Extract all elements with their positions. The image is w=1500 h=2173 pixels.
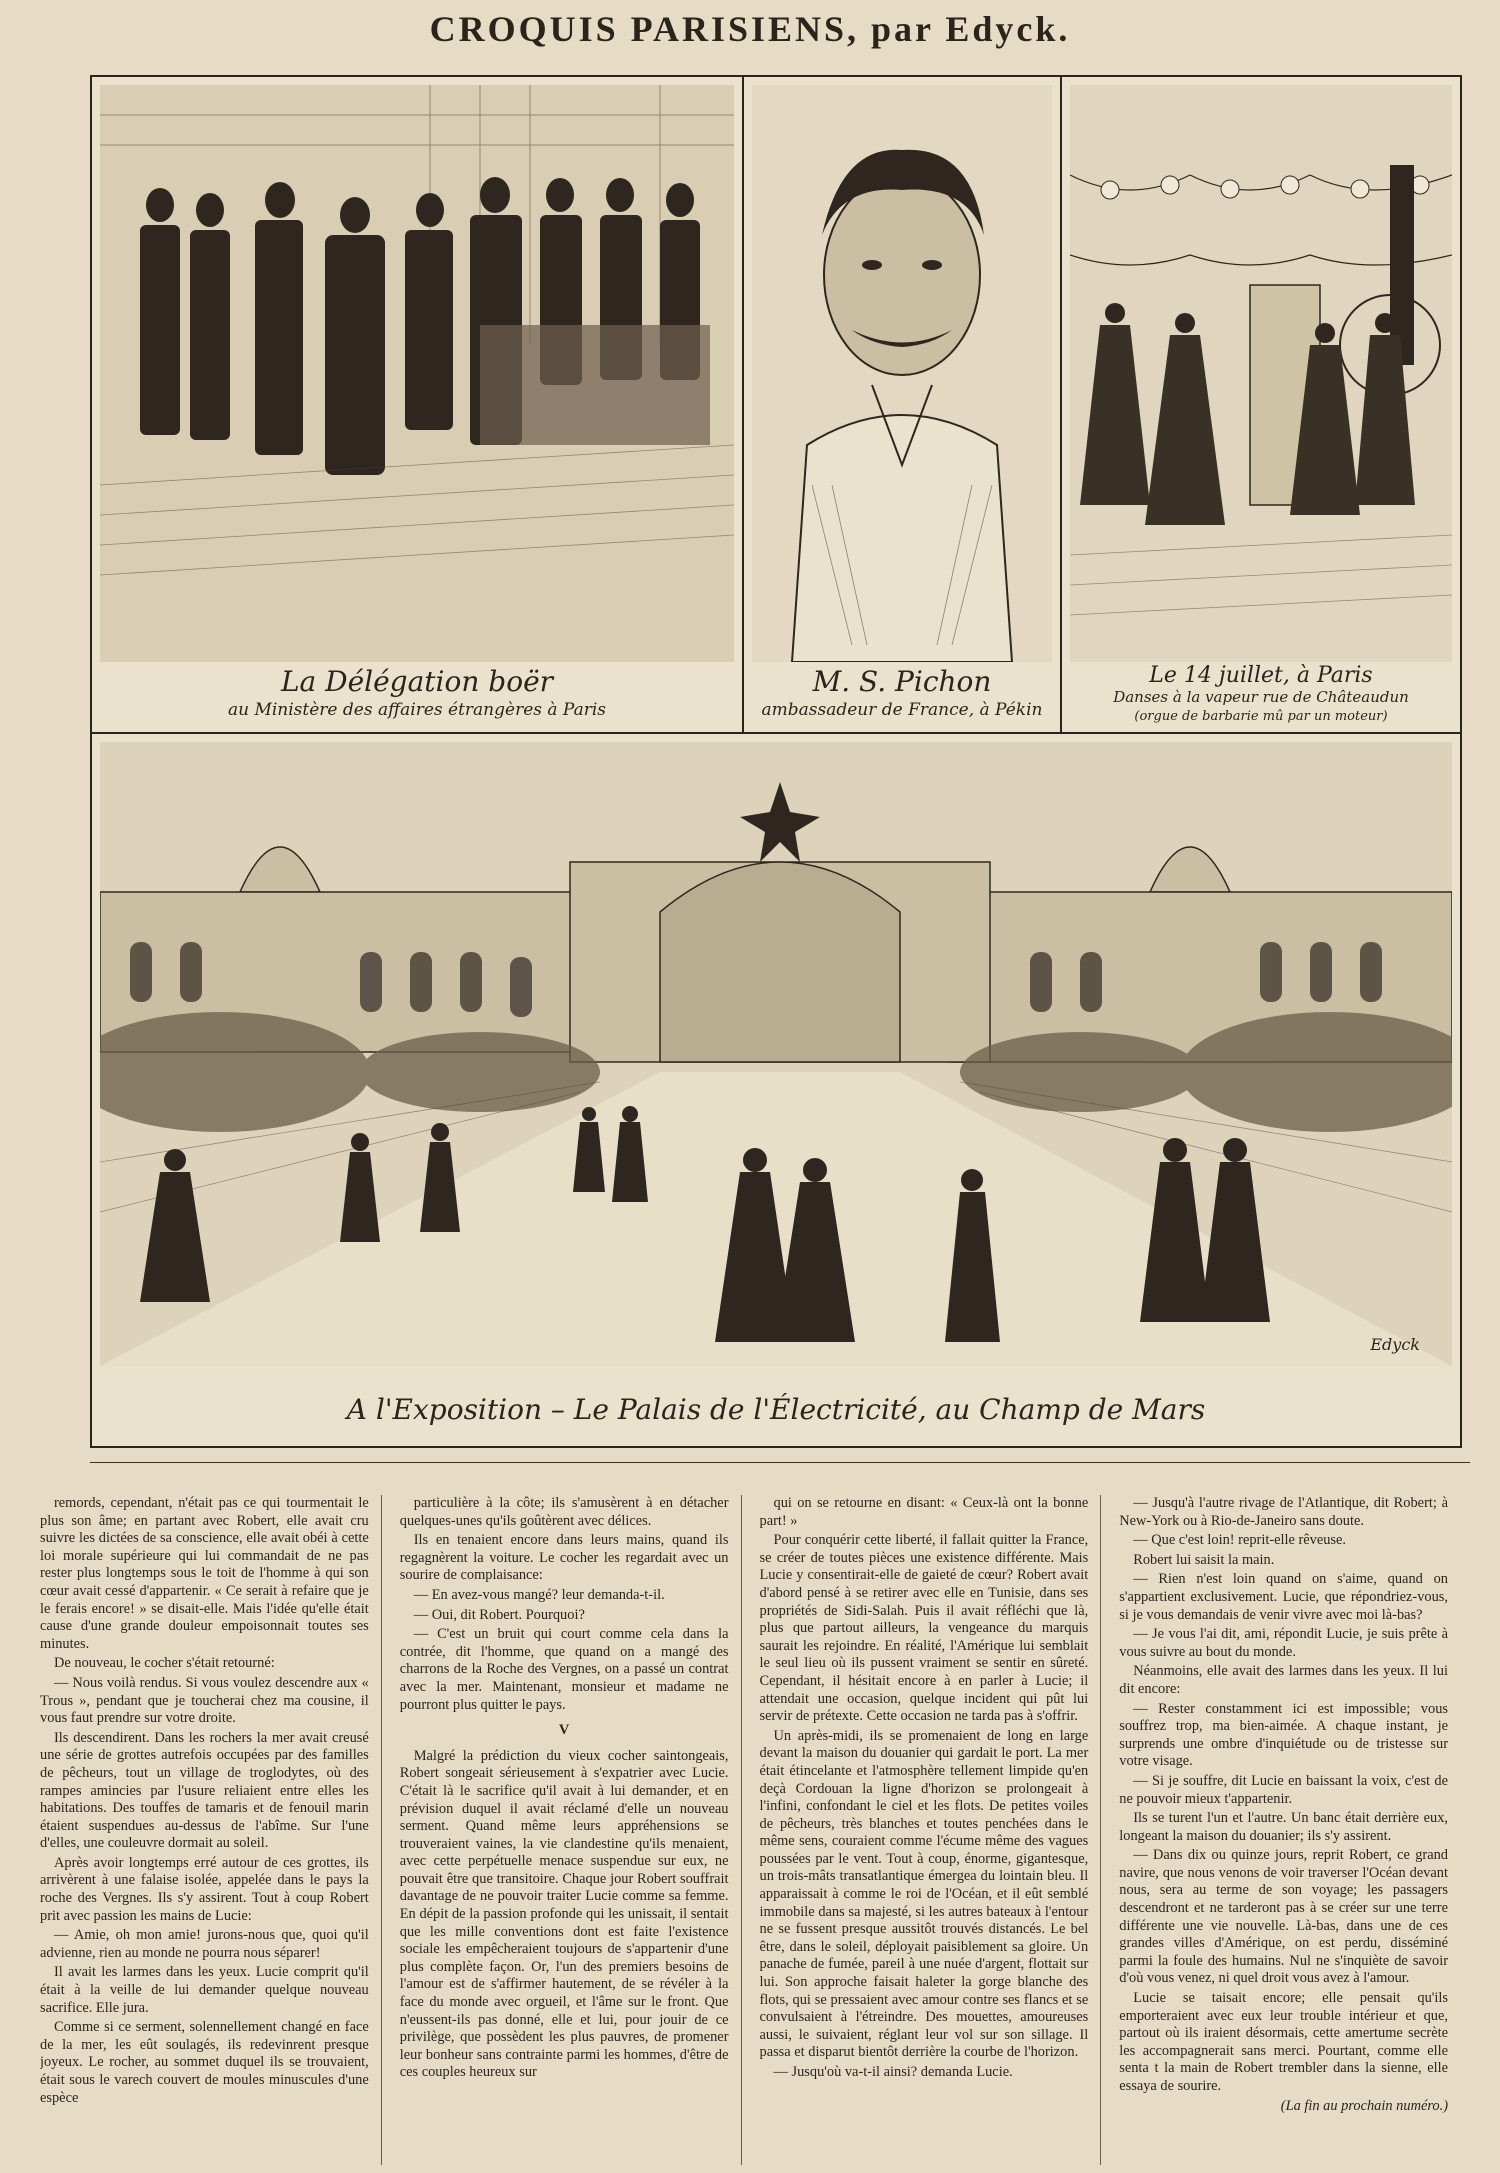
panel-caption-title: Le 14 juillet, à Paris	[1149, 663, 1373, 688]
page-title: CROQUIS PARISIENS, par Edyck.	[429, 9, 1071, 49]
paragraph: remords, cependant, n'était pas ce qui tourmentait le plus son âme; en partant avec Robert, elle avait cru suivre les dictées de sa conscience, elle avait obéi à cette loi morale supérieure qui lui commandait de ne pas rester plus longtemps sous le toit de l'homme à qui son cœur avait cessé d'appartenir. « Ce serait à refaire que je le ferais encore! » se disait-elle. Mais l'idée qu'elle était cause d'une grande douleur empoisonnait toutes ses minutes.	[40, 1495, 369, 1652]
engraving-boer-delegation	[100, 85, 734, 662]
engraving-pichon-portrait	[752, 85, 1052, 662]
paragraph: particulière à la côte; ils s'amusèrent à en détacher quelques-unes qu'ils goûtèrent avec délices.	[399, 1495, 729, 1529]
paragraph: Ils se turent l'un et l'autre. Un banc était derrière eux, longeant la maison du douanier; ils s'y assirent.	[1119, 1810, 1448, 1844]
paragraph: Néanmoins, elle avait des larmes dans les yeux. Il lui dit encore:	[1119, 1663, 1448, 1697]
wide-panel-caption: A l'Exposition – Le Palais de l'Électricité, au Champ de Mars	[346, 1393, 1206, 1426]
paragraph: Pour conquérir cette liberté, il fallait quitter la France, se créer de toutes pièces une existence différente. Mais Lucie y consentirait-elle de gaieté de cœur? Robert avait d'abord pensé à se retirer avec elle en Tunisie, dans ses propriétés de Sidi-Salah. Puis il avait réfléchi que là, plus que partout ailleurs, la vengeance du marquis saurait les rejoindre. En réalité, l'Amérique lui semblait le seul lieu où ils pussent vraiment se sentir en sûreté. Cependant, il hésitait encore à en parler à Lucie; il attendait une occasion, quelque incident qui pût lui servir de prétexte. Cette occasion ne tarda pas à s'offrir.	[759, 1532, 1089, 1725]
artist-signature: Edyck	[1370, 1335, 1420, 1354]
divider	[90, 1462, 1470, 1463]
paragraph: — Jusqu'où va-t-il ainsi? demanda Lucie.	[773, 2064, 1013, 2080]
article-columns	[40, 1495, 1460, 2165]
chapter-heading: V	[558, 1722, 570, 1739]
panel-caption-title: M. S. Pichon	[812, 665, 992, 698]
panel-caption-note: (orgue de barbarie mû par un moteur)	[1134, 709, 1388, 724]
illustration-panel-exposition	[90, 732, 1462, 1448]
panel-caption-subtitle: Danses à la vapeur rue de Châteaudun	[1113, 688, 1409, 706]
paragraph: Malgré la prédiction du vieux cocher saintongeais, Robert songeait sérieusement à s'expatrier avec Lucie. C'était là le sacrifice qu'il avait à lui demander, et en prévision duquel il avait réclamé d'elle un nouveau serment. Quand même leurs appréhensions se trouveraient vaines, la vie clandestine qu'ils menaient, avec cette perpétuelle menace suspendue sur eux, ne pouvait être que transitoire. Chaque jour Robert souffrait davantage de ne pouvoir traiter Lucie comme sa femme. En dépit de la passion profonde qui les unissait, il sentait que les mille conventions dont est faite l'existence sociale les empêcheraient toujours de s'appartenir d'une plus complète façon. Or, l'un des premiers besoins de l'amour est de s'affirmer hautement, de se révéler à la face du monde avec orgueil, et l'âme sur le front. Que n'eussent-ils pas donné, elle et lui, pour jouir de ce privilège, que possèdent les plus pauvres, de promener leur bonheur sans contrainte parmi les hommes, d'être de ces couples heureux sur	[399, 1747, 729, 2081]
engraving-14-juillet-dance	[1070, 85, 1452, 662]
paragraph: — Je vous l'ai dit, ami, répondit Lucie, je suis prête à vous suivre au bout du monde.	[1119, 1626, 1448, 1660]
paragraph: — Dans dix ou quinze jours, reprit Robert, ce grand navire, que nous venons de voir traverser l'Océan devant nous, sera au terme de son voyage; les passagers descendront et ne tarderont pas à se créer sur une terre différente une vie nouvelle. Là-bas, dans une de ces grandes villes d'Amérique, on est perdu, disséminé parmi la foule des humains. Nul ne s'inquiète de savoir d'où vous venez, ni quel droit vous avez à l'amour.	[1119, 1847, 1448, 1987]
to-be-continued-note: (La fin au prochain numéro.)	[1280, 2097, 1448, 2114]
engraving-palais-electricite	[100, 742, 1452, 1366]
illustration-panel-14-juillet	[1060, 75, 1462, 734]
paragraph: — Que c'est loin! reprit-elle rêveuse.	[1133, 1532, 1347, 1549]
paragraph: Il avait les larmes dans les yeux. Lucie comprit qu'il était à la veille de lui demander quelque nouveau sacrifice. Elle jura.	[40, 1964, 369, 2016]
paragraph: — Rester constamment ici est impossible; vous souffrez trop, ma bien-aimée. A chaque instant, je surprends une ombre d'inquiétude ou de tristesse sur votre visage.	[1119, 1700, 1448, 1770]
paragraph: — Amie, oh mon amie! jurons-nous que, quoi qu'il advienne, rien au monde ne pourra nous séparer!	[40, 1927, 369, 1961]
text-column-1	[40, 1495, 382, 2165]
paragraph: Lucie se taisait encore; elle pensait qu'ils emporteraient avec eux leur trouble intérieur et que, partout où ils iraient désormais, cette amertume secrète les accompagnerait sans merci. Pourtant, comme elle senta t la main de Robert trembler dans la sienne, elle essaya de sourire.	[1119, 1990, 1448, 2094]
paragraph: — En avez-vous mangé? leur demanda-t-il.	[413, 1586, 665, 1603]
panel-caption-title: La Délégation boër	[280, 665, 554, 698]
paragraph: — Jusqu'à l'autre rivage de l'Atlantique, dit Robert; à New-York ou à Rio-de-Janeiro sans doute.	[1119, 1495, 1448, 1529]
paragraph: Robert lui saisit la main.	[1133, 1551, 1275, 1568]
text-column-4	[1119, 1495, 1460, 2165]
paragraph: Un après-midi, ils se promenaient de long en large devant la maison du douanier qui gardait le port. La mer était étincelante et l'atmosphère tellement limpide qu'en deçà Cordouan la ligne d'horizon se prolongeait à l'infini, confondant le ciel et les flots. De petites voiles de pêcheurs, très blanches et toutes penchées dans le même sens, couraient comme l'écume même des vagues poussées par le vent. Tout à coup, énorme, gigantesque, un trois-mâts transatlantique émergea du lointain bleu. Il apparaissait à comme le roi de l'Océan, et il eût semblé immobile dans sa majesté, si les autres bateaux à l'entour ne se fussent presque aussitôt trouvés distancés. Le bel être, dans le soleil, déployait paisiblement sa gloire. Un panache de fumée, pareil à une nuée d'argent, flottait sur lui. Son approche faisait haleter la gorge blanche des flots, qui se pressaient avec amour contre ses flancs et se convulsaient à l'étreindre. Des mouettes, amoureuses aussi, le suivaient, réglant leur vol sur son sillage. Il passa et disparut bientôt derrière la courbe de l'horizon.	[759, 1727, 1089, 2061]
panel-caption-subtitle: ambassadeur de France, à Pékin	[761, 700, 1043, 720]
text-column-3	[760, 1495, 1102, 2165]
paragraph: Comme si ce serment, solennellement changé en face de la mer, les eût soulagés, ils redevinrent presque joyeux. Le rocher, au sommet duquel ils se trouvaient, était sous le varech couvert de moules minuscules d'une espèce	[40, 2019, 369, 2106]
paragraph: — Oui, dit Robert. Pourquoi?	[413, 1606, 585, 1623]
paragraph: — Rien n'est loin quand on s'aime, quand on s'appartient exclusivement. Lucie, que répondriez-vous, si je vous demandais de venir vivre avec moi là-bas?	[1119, 1571, 1448, 1623]
paragraph: — C'est un bruit qui court comme cela dans la contrée, dit l'homme, que quand on a mangé des charrons de la Roche des Vergnes, on a passé un contrat avec la mer. Maintenant, monsieur et madame ne pourront plus quitter le pays.	[399, 1626, 729, 1713]
paragraph: Après avoir longtemps erré autour de ces grottes, ils arrivèrent à une falaise isolée, appelée dans le pays la roche des Vergnes. Ils s'y assirent. Tout à coup Robert prit avec passion les mains de Lucie:	[40, 1854, 369, 1924]
paragraph: — Si je souffre, dit Lucie en baissant la voix, c'est de ne pouvoir mieux t'appartenir.	[1119, 1772, 1448, 1807]
illustration-panel-pichon-portrait	[742, 75, 1062, 734]
text-column-2	[400, 1495, 742, 2165]
paragraph: Ils descendirent. Dans les rochers la mer avait creusé une série de grottes autrefois occupées par des familles de pêcheurs, tout un village de troglodytes, où des rampes amincies par l'usure reliaient entre elles les habitations. Des touffes de tamaris et de fenouil marin étaient suspendues au-dessus de l'abîme. Sur l'une d'elles, une couleuvre dormait au soleil.	[40, 1729, 369, 1852]
illustration-panel-boer-delegation	[90, 75, 744, 734]
panel-caption-subtitle: au Ministère des affaires étrangères à Paris	[227, 700, 607, 720]
paragraph: De nouveau, le cocher s'était retourné:	[54, 1655, 275, 1672]
paragraph: qui on se retourne en disant: « Ceux-là ont la bonne part! »	[759, 1495, 1089, 1529]
paragraph: — Nous voilà rendus. Si vous voulez descendre aux « Trous », pendant que je toucherai chez ma cousine, il vous faut prendre sur votre droite.	[40, 1674, 369, 1727]
paragraph: Ils en tenaient encore dans leurs mains, quand ils regagnèrent la voiture. Le cocher les regardait avec un sourire de complaisance:	[399, 1532, 729, 1584]
